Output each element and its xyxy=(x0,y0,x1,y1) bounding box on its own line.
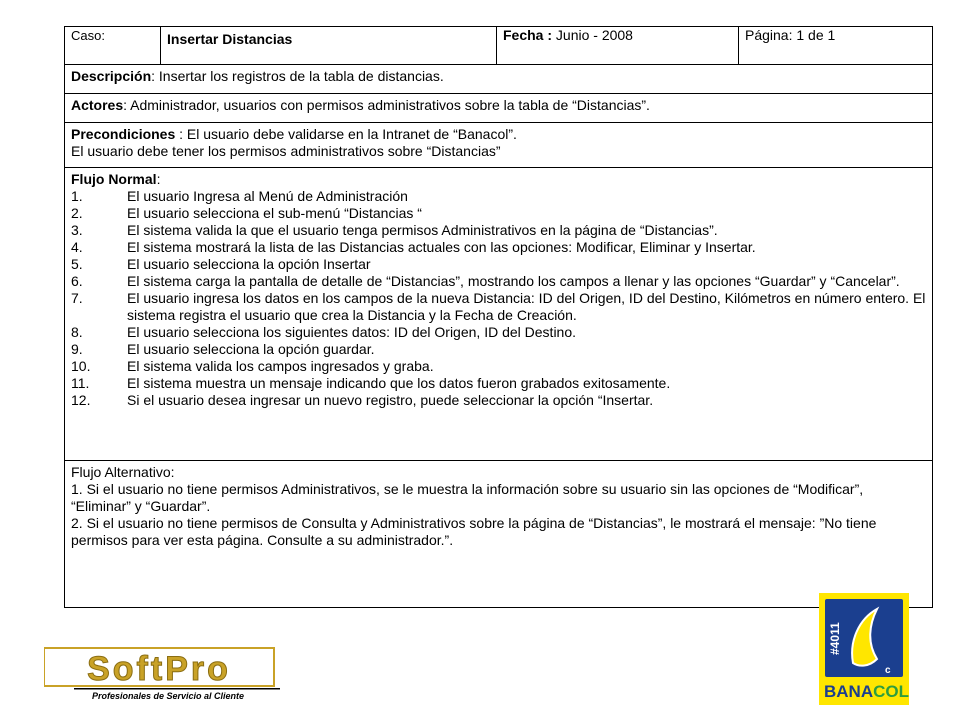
flujo-normal-steps xyxy=(71,188,926,409)
actores-row xyxy=(65,94,933,123)
softpro-logo-name: SoftPro xyxy=(87,650,231,688)
actores-text: : Administrador, usuarios con permisos administrativos sobre la tabla de “Distancias”. xyxy=(123,97,650,113)
fecha-label: Fecha : xyxy=(503,27,553,43)
descripcion-label: Descripción xyxy=(71,68,152,84)
precondiciones-line2: El usuario debe tener los permisos administrativos sobre “Distancias” xyxy=(71,143,501,159)
use-case-table xyxy=(64,26,933,608)
list-item: 2. El usuario selecciona el sub-menú “Distancias “ xyxy=(71,205,422,221)
caso-value: Insertar Distancias xyxy=(161,27,497,65)
list-item: 9. El usuario selecciona la opción guardar. xyxy=(71,341,375,357)
list-item: 11. El sistema muestra un mensaje indicando que los datos fueron grabados exitosamente. xyxy=(71,375,671,391)
flujo-alternativo-item-1: 1. Si el usuario no tiene permisos Administrativos, se le muestra la información sobre su usuario sin las opciones de “Modificar”, “Eliminar” y “Guardar”. xyxy=(71,481,864,514)
banacol-logo xyxy=(819,593,909,705)
list-item: 5. El usuario selecciona la opción Insertar xyxy=(71,256,371,272)
list-item: 6. El sistema carga la pantalla de detalle de “Distancias”, mostrando los campos a llenar y las opciones “Guardar” y “Cancelar”. xyxy=(71,273,900,289)
precondiciones-row xyxy=(65,123,933,168)
flujo-alternativo-item-2: 2. Si el usuario no tiene permisos de Consulta y Administrativos sobre la página de “Distancias”, le mostrará el mensaje: ”No tiene permisos para ver esta página. Consulte a su administrador.”. xyxy=(71,515,877,548)
descripcion-row xyxy=(65,65,933,94)
precondiciones-line1: : El usuario debe validarse en la Intranet de “Banacol”. xyxy=(175,126,517,142)
flujo-normal-row: Flujo Normal: 1. El usuario Ingresa al Menú de Administración 2. El usuario selecciona el sub-menú “Distancias “ 3. El sistema valida la que el usuario tenga permisos Administrativos en la página de “Distancias”. 4. El sistema mostrará la lista de las Distancias actuales con las opciones: Modificar, Eliminar y Insertar. 5. El usuario selecciona la opción Insertar 6. El sistema carga la pantalla de detalle de “Distancias”, mostrando los campos a llenar y las opciones “Guardar” y “Cancelar”. 7. El usuario ingresa los datos en los campos de la nueva Distancia: ID del Origen, ID del Destino, Kilómetros en número entero. El sistema registra el usuario que crea la Distancia y la Fecha de Creación. 8. El usuario selecciona los siguientes datos: ID del Origen, ID del Destino. 9. El usuario selecciona la opción guardar. 10. El sistema valida los campos ingresados y graba. 11. El sistema muestra un mensaje indicando que los datos fueron grabados exitosamente. 12. Si el usuario desea ingresar un nuevo registro, puede seleccionar la opción “Insertar. xyxy=(65,168,933,461)
svg-text:BANACOL xyxy=(824,682,909,701)
list-item: 8. El usuario selecciona los siguientes datos: ID del Origen, ID del Destino. xyxy=(71,324,577,340)
banacol-name-a: BANA xyxy=(824,682,874,701)
banacol-mark: c xyxy=(885,665,891,676)
softpro-tagline: Profesionales de Servicio al Cliente xyxy=(92,691,245,701)
descripcion-text: : Insertar los registros de la tabla de distancias. xyxy=(151,68,444,84)
list-item: 10. El sistema valida los campos ingresados y graba. xyxy=(71,358,434,374)
softpro-logo xyxy=(44,644,280,702)
fecha-value: Junio - 2008 xyxy=(552,27,633,43)
list-item: 4. El sistema mostrará la lista de las Distancias actuales con las opciones: Modificar, Eliminar y Insertar. xyxy=(71,239,756,255)
list-item: 12. Si el usuario desea ingresar un nuevo registro, puede seleccionar la opción “Insertar. xyxy=(71,392,654,408)
header-row xyxy=(65,27,933,65)
flujo-alternativo-label: Flujo Alternativo xyxy=(71,464,171,480)
actores-label: Actores xyxy=(71,97,124,113)
caso-label: Caso: xyxy=(65,27,161,65)
flujo-alternativo-row: Flujo Alternativo: 1. Si el usuario no tiene permisos Administrativos, se le muestra la información sobre su usuario sin las opciones de “Modificar”, “Eliminar” y “Guardar”. 2. Si el usuario no tiene permisos de Consulta y Administrativos sobre la página de “Distancias”, le mostrará el mensaje: ”No tiene permisos para ver esta página. Consulte a su administrador.”. xyxy=(65,461,933,608)
precondiciones-label: Precondiciones xyxy=(71,126,176,142)
flujo-normal-label: Flujo Normal xyxy=(71,171,157,187)
banacol-number: #4011 xyxy=(828,622,842,655)
list-item: 1. El usuario Ingresa al Menú de Administración xyxy=(71,188,408,204)
list-item: 3. El sistema valida la que el usuario tenga permisos Administrativos en la página de “Distancias”. xyxy=(71,222,718,238)
pagina-cell: Página: 1 de 1 xyxy=(739,27,933,65)
banacol-name-b: COL xyxy=(873,682,909,701)
list-item: 7. El usuario ingresa los datos en los campos de la nueva Distancia: ID del Origen, ID del Destino, Kilómetros en número entero. El sistema registra el usuario que crea la Distancia y la Fecha de Creación. xyxy=(71,290,926,323)
fecha-cell xyxy=(497,27,739,65)
